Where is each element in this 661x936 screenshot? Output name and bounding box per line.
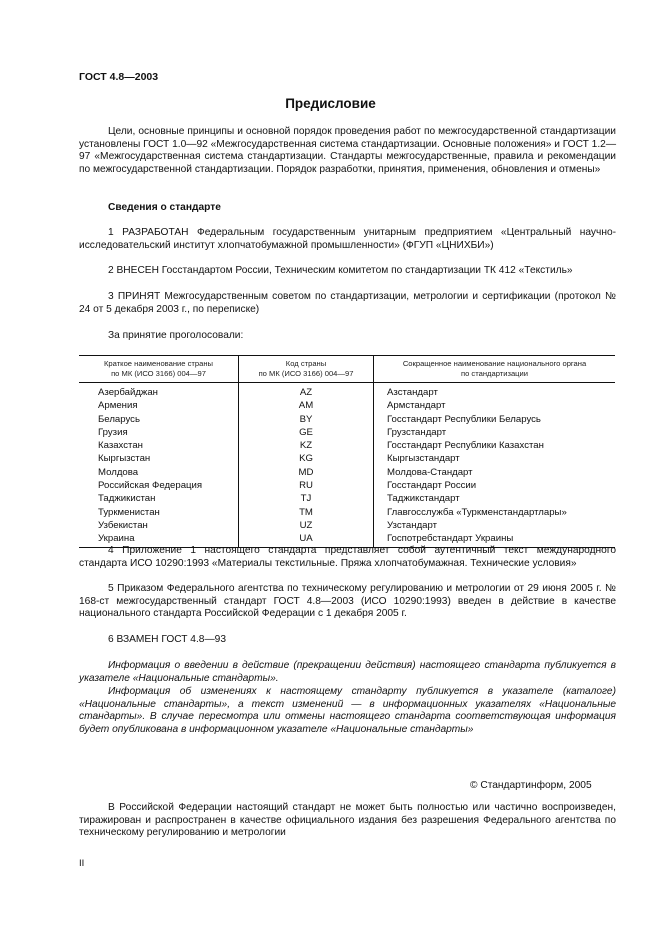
doc-header: ГОСТ 4.8—2003 (79, 71, 159, 83)
country-cell: Армения (98, 400, 138, 412)
item-2-text: 2 ВНЕСЕН Госстандартом России, Техническим комитетом по стандартизации ТК 412 «Текстиль» (108, 265, 573, 276)
table-row (79, 452, 615, 465)
header-code (239, 356, 374, 383)
agency-cell: Таджикстандарт (374, 492, 616, 505)
country-cell: Туркменистан (98, 506, 160, 518)
copyright-line: © Стандартинформ, 2005 (470, 780, 592, 791)
table-row (79, 519, 615, 532)
country-cell: Таджикистан (98, 493, 156, 505)
table-row (79, 413, 615, 426)
item-1-text: 1 РАЗРАБОТАН Федеральным государственным унитарным предприятием «Центральный научно-исследовательский институт хлопчатобумажной промышленности» (ФГУП «ЦНИХБИ») (79, 227, 616, 251)
header-code-line1: Код страны (285, 359, 327, 368)
table-row (79, 492, 615, 505)
table-row (79, 479, 615, 492)
agency-cell: Армстандарт (374, 399, 616, 412)
item-6 (79, 634, 616, 647)
header-agency-line1: Сокращенное наименование национального органа (402, 359, 587, 368)
table-row (79, 426, 615, 439)
code-cell: MD (239, 466, 374, 479)
country-cell: Азербайджан (98, 387, 158, 398)
header-country (79, 356, 239, 383)
table-row (79, 506, 615, 519)
header-country-line2: по МК (ИСО 3166) 004—97 (111, 369, 206, 378)
code-cell: KZ (239, 439, 374, 452)
agency-cell: Госстандарт Республики Казахстан (374, 439, 616, 452)
code-cell: AZ (239, 383, 374, 400)
info-1-text: Информация о введении в действие (прекращении действия) настоящего стандарта публикуется в указателе «Национальные стандарты». (79, 660, 616, 684)
code-cell: GE (239, 426, 374, 439)
footer-notice-text: В Российской Федерации настоящий стандарт не может быть полностью или частично воспроизведен, тиражирован и распространен в качестве официального издания без разрешения Федерального агентства по техническому регулированию и метрологии (79, 802, 616, 839)
votes-label: За принятие проголосовали: (108, 330, 244, 341)
item-5-text: 5 Приказом Федерального агентства по техническому регулированию и метрологии от 29 июня 2005 г. № 168-ст межгосударственный стандарт ГОСТ 4.8—2003 (ИСО 10290:1993) введен в действие в качестве национального стандарта Российской Федерации с 1 декабря 2005 г. (79, 583, 616, 620)
code-cell: BY (239, 413, 374, 426)
code-cell: AM (239, 399, 374, 412)
code-cell: RU (239, 479, 374, 492)
agency-cell: Грузстандарт (374, 426, 616, 439)
code-cell: UA (239, 532, 374, 547)
agency-cell: Узстандарт (374, 519, 616, 532)
agency-cell: Кыргызстандарт (374, 452, 616, 465)
agency-cell: Азстандарт (374, 383, 616, 400)
country-cell: Молдова (98, 466, 139, 478)
agency-cell: Госстандарт России (374, 479, 616, 492)
item-3 (79, 291, 616, 316)
info-paragraph-2 (79, 686, 616, 736)
item-2 (79, 265, 616, 278)
page-title: Предисловие (285, 96, 376, 111)
item-4-text: 4 Приложение 1 настоящего стандарта представляет собой аутентичный текст международного стандарта ИСО 10290:1993 «Материалы текстильные. Пряжа хлопчатобумажная. Технические условия» (79, 545, 616, 569)
code-cell: UZ (239, 519, 374, 532)
info-paragraph-1 (79, 660, 616, 685)
agency-cell: Госстандарт Республики Беларусь (374, 413, 616, 426)
item-1 (79, 227, 616, 252)
country-cell: Казахстан (98, 440, 143, 452)
table-row (79, 399, 615, 412)
agency-cell: Молдова-Стандарт (374, 466, 616, 479)
country-cell: Беларусь (98, 413, 140, 425)
country-cell: Грузия (98, 426, 128, 438)
country-cell: Кыргызстан (98, 453, 151, 465)
header-country-line1: Краткое наименование страны (104, 359, 213, 368)
code-cell: TJ (239, 492, 374, 505)
footer-notice (79, 802, 616, 840)
agency-cell: Госпотребстандарт Украины (374, 532, 616, 547)
table-row (79, 439, 615, 452)
item-5 (79, 583, 616, 621)
section-subtitle: Сведения о стандарте (108, 202, 221, 213)
header-code-line2: по МК (ИСО 3166) 004—97 (258, 369, 354, 378)
country-cell: Украина (79, 532, 239, 547)
header-agency-line2: по стандартизации (460, 369, 529, 378)
intro-text: Цели, основные принципы и основной порядок проведения работ по межгосударственной стандартизации установлены ГОСТ 1.0—92 «Межгосударственная система стандартизации. Основные положения» и ГОСТ 1.2—97 «Межгосударственная система стандартизации. Стандарты межгосударственные, правила и рекомендации по межгосударственной стандартизации. Порядок разработки, принятия, применения, обновления и отмены» (79, 126, 617, 175)
page-number: II (79, 858, 85, 869)
header-agency (374, 356, 616, 383)
country-cell: Российская Федерация (98, 480, 203, 492)
item-3-text: 3 ПРИНЯТ Межгосударственным советом по стандартизации, метрологии и сертификации (протокол № 24 от 5 декабря 2003 г., по переписке) (79, 291, 616, 315)
table-row (79, 466, 615, 479)
item-4 (79, 545, 616, 570)
intro-paragraph (79, 126, 616, 176)
votes-table (79, 355, 615, 548)
table-header-row (79, 356, 615, 383)
agency-cell: Главгосслужба «Туркменстандартлары» (374, 506, 616, 519)
code-cell: KG (239, 452, 374, 465)
country-cell: Узбекистан (98, 519, 148, 531)
table-row (79, 383, 615, 400)
item-6-text: 6 ВЗАМЕН ГОСТ 4.8—93 (108, 634, 226, 645)
code-cell: TM (239, 506, 374, 519)
info-2-text: Информация об изменениях к настоящему стандарту публикуется в указателе (каталоге) «Национальные стандарты», а текст изменений — в информационных указателях «Национальные стандарты». В случае пересмотра или отмены настоящего стандарта соответствующая информация будет опубликована в информационном указателе «Национальные стандарты» (79, 686, 616, 735)
